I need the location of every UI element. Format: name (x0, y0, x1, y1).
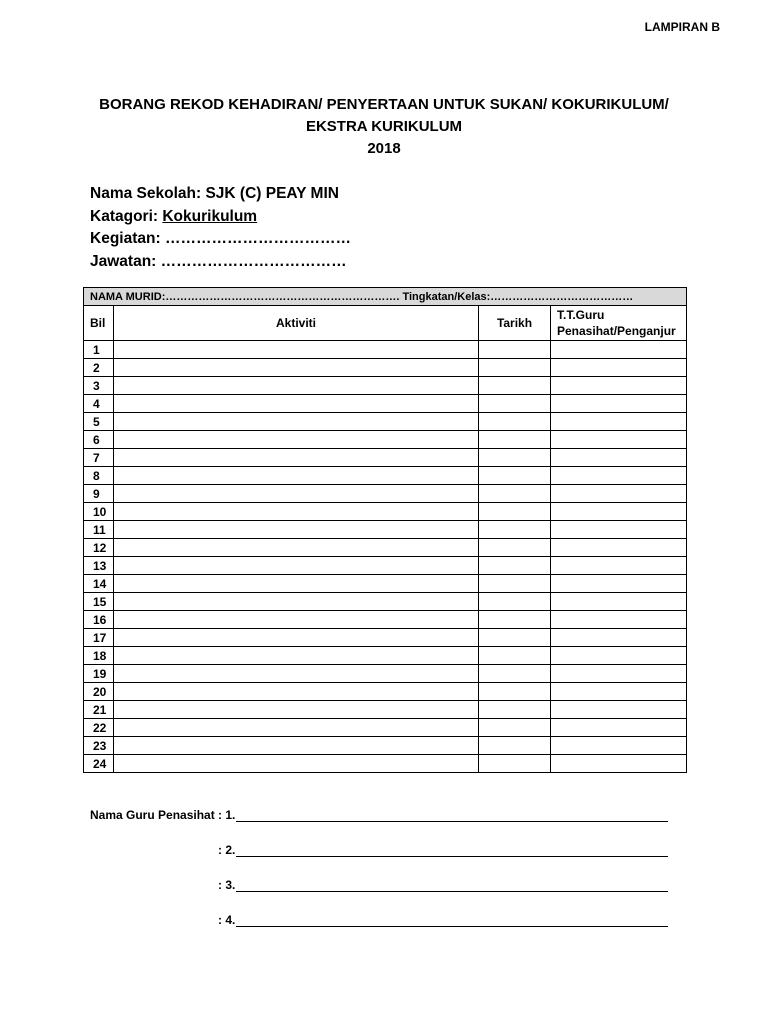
activity-cell[interactable] (114, 683, 479, 701)
signature-cell[interactable] (551, 719, 687, 737)
table-row (84, 683, 687, 701)
activity-cell[interactable] (114, 755, 479, 773)
title-line-2: EKSTRA KURIKULUM (305, 118, 463, 135)
form-info (90, 183, 351, 273)
row-number: 18 (84, 647, 114, 665)
header-bil: Bil (84, 306, 114, 341)
signature-cell[interactable] (551, 359, 687, 377)
date-cell[interactable] (479, 377, 551, 395)
activity-cell[interactable] (114, 503, 479, 521)
signature-number: : 2. (218, 843, 236, 857)
signature-cell[interactable] (551, 575, 687, 593)
row-number: 6 (84, 431, 114, 449)
signature-cell[interactable] (551, 683, 687, 701)
table-row (84, 593, 687, 611)
activity-cell[interactable] (114, 647, 479, 665)
table-row (84, 575, 687, 593)
date-cell[interactable] (479, 665, 551, 683)
signature-cell[interactable] (551, 737, 687, 755)
row-number: 16 (84, 611, 114, 629)
signature-cell[interactable] (551, 665, 687, 683)
header-signature (551, 306, 687, 341)
date-cell[interactable] (479, 395, 551, 413)
attendance-table (83, 287, 687, 773)
signature-blank[interactable] (236, 809, 668, 822)
activity-cell[interactable] (114, 539, 479, 557)
signature-cell[interactable] (551, 593, 687, 611)
table-row (84, 737, 687, 755)
signature-line[interactable] (90, 808, 668, 826)
activity-cell[interactable] (114, 557, 479, 575)
form-title (0, 94, 768, 160)
date-cell[interactable] (479, 341, 551, 359)
activity-cell[interactable] (114, 593, 479, 611)
signature-cell[interactable] (551, 413, 687, 431)
row-number: 3 (84, 377, 114, 395)
row-number: 11 (84, 521, 114, 539)
activity-cell[interactable] (114, 341, 479, 359)
activity-cell[interactable] (114, 431, 479, 449)
signature-cell[interactable] (551, 755, 687, 773)
activity-row (90, 228, 351, 251)
activity-cell[interactable] (114, 575, 479, 593)
activity-cell[interactable] (114, 467, 479, 485)
header-tarikh: Tarikh (479, 306, 551, 341)
date-cell[interactable] (479, 359, 551, 377)
table-row (84, 611, 687, 629)
signature-cell[interactable] (551, 377, 687, 395)
signature-cell[interactable] (551, 611, 687, 629)
table-row (84, 485, 687, 503)
date-cell[interactable] (479, 683, 551, 701)
activity-cell[interactable] (114, 449, 479, 467)
date-cell[interactable] (479, 701, 551, 719)
title-line-1: BORANG REKOD KEHADIRAN/ PENYERTAAN UNTUK SUKAN/ KOKURIKULUM/ (99, 96, 669, 113)
row-number: 15 (84, 593, 114, 611)
signature-number: : 4. (218, 913, 236, 927)
activity-cell[interactable] (114, 665, 479, 683)
row-number: 14 (84, 575, 114, 593)
row-number: 23 (84, 737, 114, 755)
date-cell[interactable] (479, 737, 551, 755)
signature-line[interactable] (90, 878, 668, 896)
table-row (84, 557, 687, 575)
signature-line[interactable] (90, 843, 668, 861)
attachment-label: LAMPIRAN B (644, 20, 720, 34)
table-row (84, 431, 687, 449)
title-year: 2018 (367, 140, 401, 157)
school-value: SJK (C) PEAY MIN (205, 185, 339, 202)
date-cell[interactable] (479, 755, 551, 773)
category-label: Katagori: (90, 207, 159, 225)
table-row (84, 395, 687, 413)
activity-cell[interactable] (114, 413, 479, 431)
category-row (90, 206, 351, 229)
activity-label: Kegiatan: (90, 230, 161, 247)
table-row (84, 377, 687, 395)
header-signature-line-2: Penasihat/Penganjur (557, 324, 676, 338)
table-row (84, 467, 687, 485)
activity-cell[interactable] (114, 701, 479, 719)
row-number: 5 (84, 413, 114, 431)
student-name-row (84, 288, 687, 306)
signature-cell[interactable] (551, 485, 687, 503)
row-number: 8 (84, 467, 114, 485)
category-value: Kokurikulum (162, 207, 258, 225)
activity-cell[interactable] (114, 359, 479, 377)
signature-cell[interactable] (551, 521, 687, 539)
date-cell[interactable] (479, 449, 551, 467)
row-number: 4 (84, 395, 114, 413)
table-row (84, 665, 687, 683)
row-number: 19 (84, 665, 114, 683)
date-cell[interactable] (479, 629, 551, 647)
signature-blank[interactable] (236, 844, 668, 857)
signature-cell[interactable] (551, 557, 687, 575)
row-number: 20 (84, 683, 114, 701)
activity-cell[interactable] (114, 611, 479, 629)
date-cell[interactable] (479, 557, 551, 575)
row-number: 22 (84, 719, 114, 737)
activity-cell[interactable] (114, 377, 479, 395)
date-cell[interactable] (479, 611, 551, 629)
signature-cell[interactable] (551, 647, 687, 665)
signature-cell[interactable] (551, 395, 687, 413)
row-number: 13 (84, 557, 114, 575)
activity-cell[interactable] (114, 485, 479, 503)
table-body (84, 341, 687, 773)
table-row (84, 359, 687, 377)
signature-blank[interactable] (236, 879, 668, 892)
signature-cell[interactable] (551, 701, 687, 719)
date-cell[interactable] (479, 575, 551, 593)
table-row (84, 539, 687, 557)
table-row (84, 449, 687, 467)
date-cell[interactable] (479, 719, 551, 737)
row-number: 9 (84, 485, 114, 503)
signature-cell[interactable] (551, 431, 687, 449)
table-row (84, 413, 687, 431)
row-number: 21 (84, 701, 114, 719)
row-number: 24 (84, 755, 114, 773)
table-row (84, 629, 687, 647)
signature-cell[interactable] (551, 629, 687, 647)
signature-cell[interactable] (551, 449, 687, 467)
position-label: Jawatan: (90, 252, 157, 270)
school-row (90, 183, 351, 206)
signature-cell[interactable] (551, 539, 687, 557)
date-cell[interactable] (479, 539, 551, 557)
table-row (84, 521, 687, 539)
signature-cell[interactable] (551, 467, 687, 485)
signature-blank[interactable] (236, 914, 668, 927)
date-cell[interactable] (479, 503, 551, 521)
activity-cell[interactable] (114, 629, 479, 647)
position-value[interactable]: ……………………………… (160, 252, 347, 270)
student-name-field[interactable]: NAMA MURID:………………………………………………………. Tingkatan/Kelas:………………………………… (84, 288, 687, 306)
date-cell[interactable] (479, 413, 551, 431)
row-number: 2 (84, 359, 114, 377)
row-number: 12 (84, 539, 114, 557)
table-header (84, 306, 687, 341)
table-row (84, 341, 687, 359)
activity-value[interactable]: ……………………………… (164, 230, 351, 247)
table-row (84, 701, 687, 719)
activity-cell[interactable] (114, 737, 479, 755)
date-cell[interactable] (479, 485, 551, 503)
table-row (84, 719, 687, 737)
signature-cell[interactable] (551, 341, 687, 359)
advisor-label: Nama Guru Penasihat (90, 808, 215, 822)
date-cell[interactable] (479, 431, 551, 449)
activity-cell[interactable] (114, 521, 479, 539)
table-row (84, 503, 687, 521)
signature-cell[interactable] (551, 503, 687, 521)
signature-number: : 1. (218, 808, 236, 822)
table-row (84, 755, 687, 773)
activity-cell[interactable] (114, 719, 479, 737)
date-cell[interactable] (479, 467, 551, 485)
signature-number: : 3. (218, 878, 236, 892)
date-cell[interactable] (479, 647, 551, 665)
row-number: 1 (84, 341, 114, 359)
date-cell[interactable] (479, 593, 551, 611)
position-row (90, 251, 351, 274)
row-number: 17 (84, 629, 114, 647)
row-number: 7 (84, 449, 114, 467)
row-number: 10 (84, 503, 114, 521)
date-cell[interactable] (479, 521, 551, 539)
header-signature-line-1: T.T.Guru (557, 308, 605, 322)
school-label: Nama Sekolah: (90, 185, 202, 202)
table-row (84, 647, 687, 665)
header-aktiviti: Aktiviti (114, 306, 479, 341)
signature-line[interactable] (90, 913, 668, 931)
activity-cell[interactable] (114, 395, 479, 413)
